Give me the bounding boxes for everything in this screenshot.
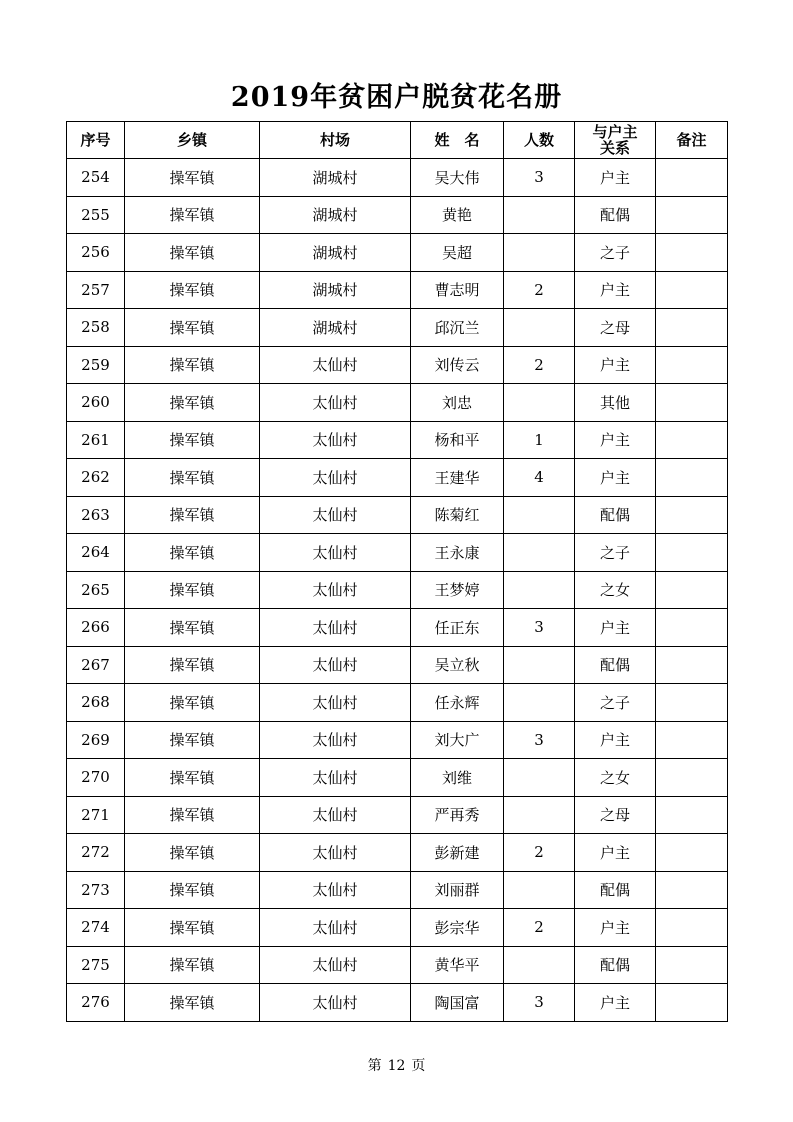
cell-note <box>656 271 728 309</box>
cell-relation: 之子 <box>575 684 656 722</box>
cell-seq: 267 <box>67 646 125 684</box>
footer-suffix: 页 <box>411 1058 426 1074</box>
cell-note <box>656 534 728 572</box>
cell-count: 3 <box>504 609 575 647</box>
cell-relation: 之女 <box>575 571 656 609</box>
cell-relation: 之女 <box>575 759 656 797</box>
cell-seq: 275 <box>67 946 125 984</box>
cell-note <box>656 984 728 1022</box>
cell-note <box>656 909 728 947</box>
table-row <box>67 346 728 384</box>
cell-village: 湖城村 <box>260 234 411 272</box>
cell-relation: 之母 <box>575 796 656 834</box>
cell-town: 操军镇 <box>125 271 260 309</box>
table-row <box>67 384 728 422</box>
header-relation <box>575 122 656 159</box>
cell-count <box>504 571 575 609</box>
header-relation-line2: 关系 <box>599 139 630 157</box>
cell-note <box>656 796 728 834</box>
cell-note <box>656 834 728 872</box>
table-row <box>67 196 728 234</box>
cell-relation: 户主 <box>575 834 656 872</box>
cell-village: 太仙村 <box>260 384 411 422</box>
cell-note <box>656 609 728 647</box>
cell-count: 4 <box>504 459 575 497</box>
cell-relation: 户主 <box>575 459 656 497</box>
roster-table <box>66 121 728 1022</box>
cell-relation: 户主 <box>575 421 656 459</box>
cell-seq: 273 <box>67 871 125 909</box>
cell-seq: 254 <box>67 159 125 197</box>
table-row <box>67 234 728 272</box>
table-row <box>67 984 728 1022</box>
table-row <box>67 534 728 572</box>
cell-name: 陶国富 <box>411 984 504 1022</box>
cell-note <box>656 496 728 534</box>
cell-note <box>656 421 728 459</box>
cell-village: 太仙村 <box>260 346 411 384</box>
cell-seq: 264 <box>67 534 125 572</box>
cell-name: 黄华平 <box>411 946 504 984</box>
table-row <box>67 684 728 722</box>
table-row <box>67 721 728 759</box>
cell-count: 3 <box>504 159 575 197</box>
cell-village: 太仙村 <box>260 796 411 834</box>
cell-name: 任永辉 <box>411 684 504 722</box>
cell-seq: 261 <box>67 421 125 459</box>
cell-village: 太仙村 <box>260 534 411 572</box>
header-village: 村场 <box>260 122 411 159</box>
cell-town: 操军镇 <box>125 309 260 347</box>
cell-town: 操军镇 <box>125 384 260 422</box>
cell-name: 彭宗华 <box>411 909 504 947</box>
table-row <box>67 646 728 684</box>
cell-seq: 259 <box>67 346 125 384</box>
cell-village: 太仙村 <box>260 834 411 872</box>
cell-town: 操军镇 <box>125 721 260 759</box>
cell-town: 操军镇 <box>125 421 260 459</box>
cell-name: 王永康 <box>411 534 504 572</box>
table-row <box>67 459 728 497</box>
cell-town: 操军镇 <box>125 534 260 572</box>
page-title: 2019年贫困户脱贫花名册 <box>230 82 563 113</box>
cell-note <box>656 871 728 909</box>
cell-village: 太仙村 <box>260 609 411 647</box>
footer-prefix: 第 <box>367 1058 382 1074</box>
cell-count <box>504 646 575 684</box>
cell-village: 太仙村 <box>260 684 411 722</box>
cell-village: 太仙村 <box>260 646 411 684</box>
cell-name: 邱沉兰 <box>411 309 504 347</box>
table-row <box>67 946 728 984</box>
cell-seq: 257 <box>67 271 125 309</box>
cell-seq: 272 <box>67 834 125 872</box>
cell-note <box>656 234 728 272</box>
cell-note <box>656 646 728 684</box>
cell-village: 湖城村 <box>260 309 411 347</box>
cell-count: 2 <box>504 346 575 384</box>
cell-name: 陈菊红 <box>411 496 504 534</box>
table-body <box>67 159 728 1022</box>
cell-village: 太仙村 <box>260 571 411 609</box>
cell-name: 吴立秋 <box>411 646 504 684</box>
cell-relation: 其他 <box>575 384 656 422</box>
header-name: 姓 名 <box>411 122 504 159</box>
cell-relation: 之母 <box>575 309 656 347</box>
cell-town: 操军镇 <box>125 496 260 534</box>
cell-name: 刘传云 <box>411 346 504 384</box>
cell-count <box>504 384 575 422</box>
cell-seq: 271 <box>67 796 125 834</box>
cell-relation: 之子 <box>575 534 656 572</box>
cell-count <box>504 946 575 984</box>
cell-count: 2 <box>504 909 575 947</box>
cell-count: 2 <box>504 834 575 872</box>
table-row <box>67 871 728 909</box>
cell-name: 黄艳 <box>411 196 504 234</box>
table-row <box>67 309 728 347</box>
cell-count <box>504 309 575 347</box>
footer-page-number: 12 <box>387 1058 406 1074</box>
cell-seq: 262 <box>67 459 125 497</box>
cell-village: 太仙村 <box>260 946 411 984</box>
cell-village: 太仙村 <box>260 871 411 909</box>
cell-name: 杨和平 <box>411 421 504 459</box>
cell-village: 太仙村 <box>260 721 411 759</box>
header-count: 人数 <box>504 122 575 159</box>
table-row <box>67 571 728 609</box>
cell-count <box>504 534 575 572</box>
cell-village: 太仙村 <box>260 496 411 534</box>
cell-note <box>656 571 728 609</box>
cell-village: 太仙村 <box>260 759 411 797</box>
cell-town: 操军镇 <box>125 196 260 234</box>
cell-name: 刘忠 <box>411 384 504 422</box>
cell-note <box>656 346 728 384</box>
cell-seq: 269 <box>67 721 125 759</box>
cell-count <box>504 496 575 534</box>
cell-seq: 266 <box>67 609 125 647</box>
cell-town: 操军镇 <box>125 834 260 872</box>
cell-town: 操军镇 <box>125 609 260 647</box>
cell-relation: 户主 <box>575 721 656 759</box>
cell-relation: 配偶 <box>575 496 656 534</box>
cell-name: 吴大伟 <box>411 159 504 197</box>
table-row <box>67 421 728 459</box>
cell-relation: 配偶 <box>575 946 656 984</box>
cell-count <box>504 759 575 797</box>
cell-count <box>504 871 575 909</box>
table-row <box>67 609 728 647</box>
cell-name: 吴超 <box>411 234 504 272</box>
cell-town: 操军镇 <box>125 346 260 384</box>
cell-town: 操军镇 <box>125 984 260 1022</box>
cell-note <box>656 759 728 797</box>
cell-seq: 270 <box>67 759 125 797</box>
cell-relation: 配偶 <box>575 871 656 909</box>
cell-town: 操军镇 <box>125 234 260 272</box>
cell-relation: 配偶 <box>575 646 656 684</box>
cell-village: 太仙村 <box>260 459 411 497</box>
cell-name: 王建华 <box>411 459 504 497</box>
cell-note <box>656 721 728 759</box>
cell-relation: 户主 <box>575 159 656 197</box>
cell-name: 彭新建 <box>411 834 504 872</box>
header-note: 备注 <box>656 122 728 159</box>
cell-name: 刘大广 <box>411 721 504 759</box>
cell-name: 王梦婷 <box>411 571 504 609</box>
header-relation-line1: 与户主 <box>592 123 638 141</box>
cell-village: 太仙村 <box>260 421 411 459</box>
cell-relation: 户主 <box>575 346 656 384</box>
table-row <box>67 759 728 797</box>
cell-note <box>656 459 728 497</box>
cell-note <box>656 946 728 984</box>
cell-town: 操军镇 <box>125 871 260 909</box>
cell-town: 操军镇 <box>125 646 260 684</box>
cell-count: 2 <box>504 271 575 309</box>
cell-town: 操军镇 <box>125 684 260 722</box>
cell-note <box>656 684 728 722</box>
table-row <box>67 909 728 947</box>
header-town: 乡镇 <box>125 122 260 159</box>
cell-count: 3 <box>504 721 575 759</box>
cell-count: 3 <box>504 984 575 1022</box>
cell-count <box>504 234 575 272</box>
cell-town: 操军镇 <box>125 759 260 797</box>
table-row <box>67 796 728 834</box>
cell-village: 湖城村 <box>260 271 411 309</box>
cell-town: 操军镇 <box>125 909 260 947</box>
cell-seq: 276 <box>67 984 125 1022</box>
cell-town: 操军镇 <box>125 796 260 834</box>
cell-village: 湖城村 <box>260 196 411 234</box>
cell-name: 刘丽群 <box>411 871 504 909</box>
cell-note <box>656 159 728 197</box>
cell-village: 太仙村 <box>260 909 411 947</box>
cell-note <box>656 384 728 422</box>
header-seq: 序号 <box>67 122 125 159</box>
cell-name: 严再秀 <box>411 796 504 834</box>
cell-relation: 户主 <box>575 909 656 947</box>
cell-count <box>504 196 575 234</box>
table-row <box>67 496 728 534</box>
cell-note <box>656 196 728 234</box>
cell-seq: 255 <box>67 196 125 234</box>
cell-count <box>504 796 575 834</box>
cell-town: 操军镇 <box>125 159 260 197</box>
header-row <box>67 122 728 159</box>
cell-relation: 之子 <box>575 234 656 272</box>
page-footer <box>0 1055 793 1075</box>
cell-seq: 258 <box>67 309 125 347</box>
cell-village: 湖城村 <box>260 159 411 197</box>
cell-relation: 户主 <box>575 984 656 1022</box>
cell-village: 太仙村 <box>260 984 411 1022</box>
cell-relation: 户主 <box>575 609 656 647</box>
cell-seq: 260 <box>67 384 125 422</box>
cell-seq: 268 <box>67 684 125 722</box>
table-row <box>67 834 728 872</box>
cell-count: 1 <box>504 421 575 459</box>
cell-seq: 274 <box>67 909 125 947</box>
cell-relation: 配偶 <box>575 196 656 234</box>
cell-town: 操军镇 <box>125 571 260 609</box>
cell-note <box>656 309 728 347</box>
cell-count <box>504 684 575 722</box>
cell-name: 刘维 <box>411 759 504 797</box>
cell-seq: 263 <box>67 496 125 534</box>
cell-name: 任正东 <box>411 609 504 647</box>
table-row <box>67 159 728 197</box>
cell-town: 操军镇 <box>125 459 260 497</box>
cell-name: 曹志明 <box>411 271 504 309</box>
cell-town: 操军镇 <box>125 946 260 984</box>
cell-seq: 256 <box>67 234 125 272</box>
cell-seq: 265 <box>67 571 125 609</box>
table-row <box>67 271 728 309</box>
cell-relation: 户主 <box>575 271 656 309</box>
